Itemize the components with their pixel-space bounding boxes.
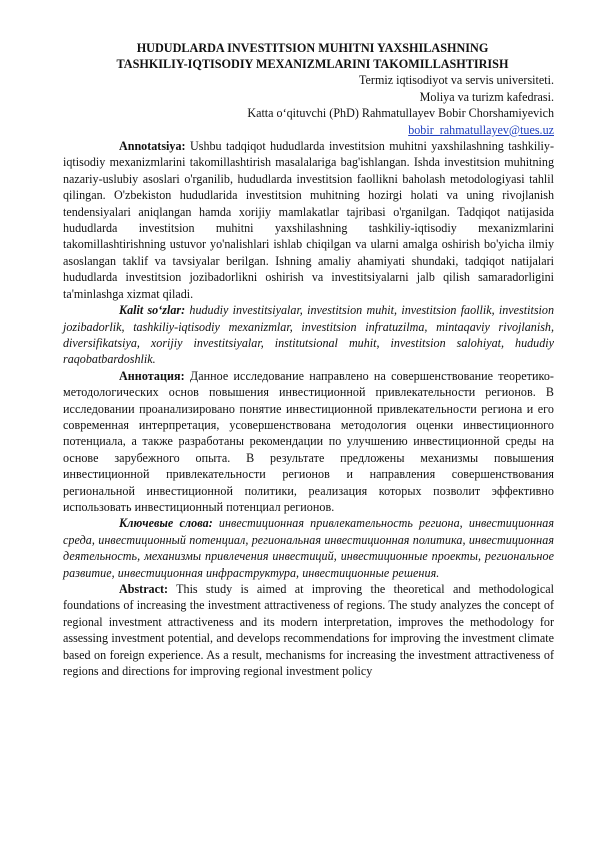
affiliation-university: Termiz iqtisodiyot va servis universiteti. (359, 73, 554, 88)
ru-abstract (63, 368, 554, 516)
paper-page (63, 40, 554, 679)
paper-title (63, 40, 554, 72)
ru-keywords-text: инвестиционная привлекательность региона, инвестиционная среда, инвестиционный потенциал, региональная инвестиционная политика, инвестиционная деятельность, механизмы привлечения инвестиций, инвестиционные проекты, региональное развитие, инвестиционная инфраструктура, инвестиционные решения. (63, 516, 555, 580)
affiliation-department: Moliya va turizm kafedrasi. (419, 89, 554, 104)
uz-abstract-label: Annotatsiya: (119, 139, 186, 154)
email-line (63, 122, 554, 138)
title-line-2: TASHKILIY-IQTISODIY MEXANIZMLARINI TAKOMILLASHTIRISH (116, 57, 509, 72)
author-email-link[interactable]: bobir_rahmatullayev@tues.uz (408, 122, 554, 137)
uz-abstract (63, 138, 554, 302)
uz-keywords-label: Kalit so‘zlar: (119, 303, 186, 318)
en-abstract-text: This study is aimed at improving the theoretical and methodological foundations of increasing the investment attractiveness of regions. The study analyzes the concept of regional investment attractiveness and its modern interpretation, improves the methodology for assessing investment potential, and develops recommendations for improving the investment climate based on foreign experience. As a result, mechanisms for increasing the investment attractiveness of regions and directions for improving regional investment policy (63, 582, 554, 679)
ru-abstract-label: Аннотация: (119, 368, 185, 383)
ru-keywords (63, 515, 554, 581)
uz-abstract-text: Ushbu tadqiqot hududlarda investitsion muhitni yaxshilashning tashkiliy-iqtisodiy mexanizmlarini takomillashtirish masalalariga bag'ishlangan. Ishda investitsion muhitning nazariy-uslubiy asoslari o'rganilib, hududlarda investitsion faollikni baholash metodologiyasi tahlil qilingan. O'zbekiston hududlarida investitsion muhitning hozirgi holati va uning rivojlanish tendensiyalari aniqlangan hamda xorijiy mamlakatlar tajribasi o'rganilgan. Tadqiqot natijasida hududlarda investitsion muhitni yaxshilashning tashkiliy-iqtisodiy mexanizmlarini takomillashtirishning ustuvor yo'nalishlari ishlab chiqilgan va ularni amalga oshirish bo'yicha ilmiy asoslangan taklif va tavsiyalar berilgan. Ishning amaliy ahamiyati shundaki, tadqiqot natijalari hududlarda investitsion jozibadorlikni oshirish va investitsiyalarni jalb qilish samaradorligini ta'minlashga xizmat qiladi. (63, 139, 554, 301)
author-line: Katta o‘qituvchi (PhD) Rahmatullayev Bobir Chorshamiyevich (247, 106, 554, 121)
ru-abstract-text: Данное исследование направлено на совершенствование теоретико-методологических основ повышения инвестиционной привлекательности регионов. В исследовании проанализировано понятие инвестиционной привлекательности региона и его современная интерпретация, усовершенствована методология оценки инвестиционного потенциала, а также разработаны рекомендации по улучшению инвестиционной среды на основе зарубежного опыта. В результате предложены механизмы повышения инвестиционной привлекательности регионов и направления совершенствования региональной инвестиционной политики, реализация которых позволит эффективно использовать инвестиционный потенциал регионов. (63, 368, 554, 514)
en-abstract-label: Abstract: (119, 582, 169, 596)
uz-keywords (63, 302, 554, 368)
uz-keywords-text: hududiy investitsiyalar, investitsion muhit, investitsion faollik, investitsion jozibadorlik, tashkiliy-iqtisodiy mexanizmlar, investitsion infratuzilma, mintaqaviy rivojlanish, diversifikatsiya, xorijiy investitsiyalar, institutsional muhit, investitsion salohiyat, hududiy raqobatbardoshlik. (63, 303, 554, 367)
ru-keywords-label: Ключевые слова: (119, 516, 213, 531)
en-abstract (63, 581, 554, 679)
title-line-1: HUDUDLARDA INVESTITSION MUHITNI YAXSHILASHNING (136, 41, 489, 55)
